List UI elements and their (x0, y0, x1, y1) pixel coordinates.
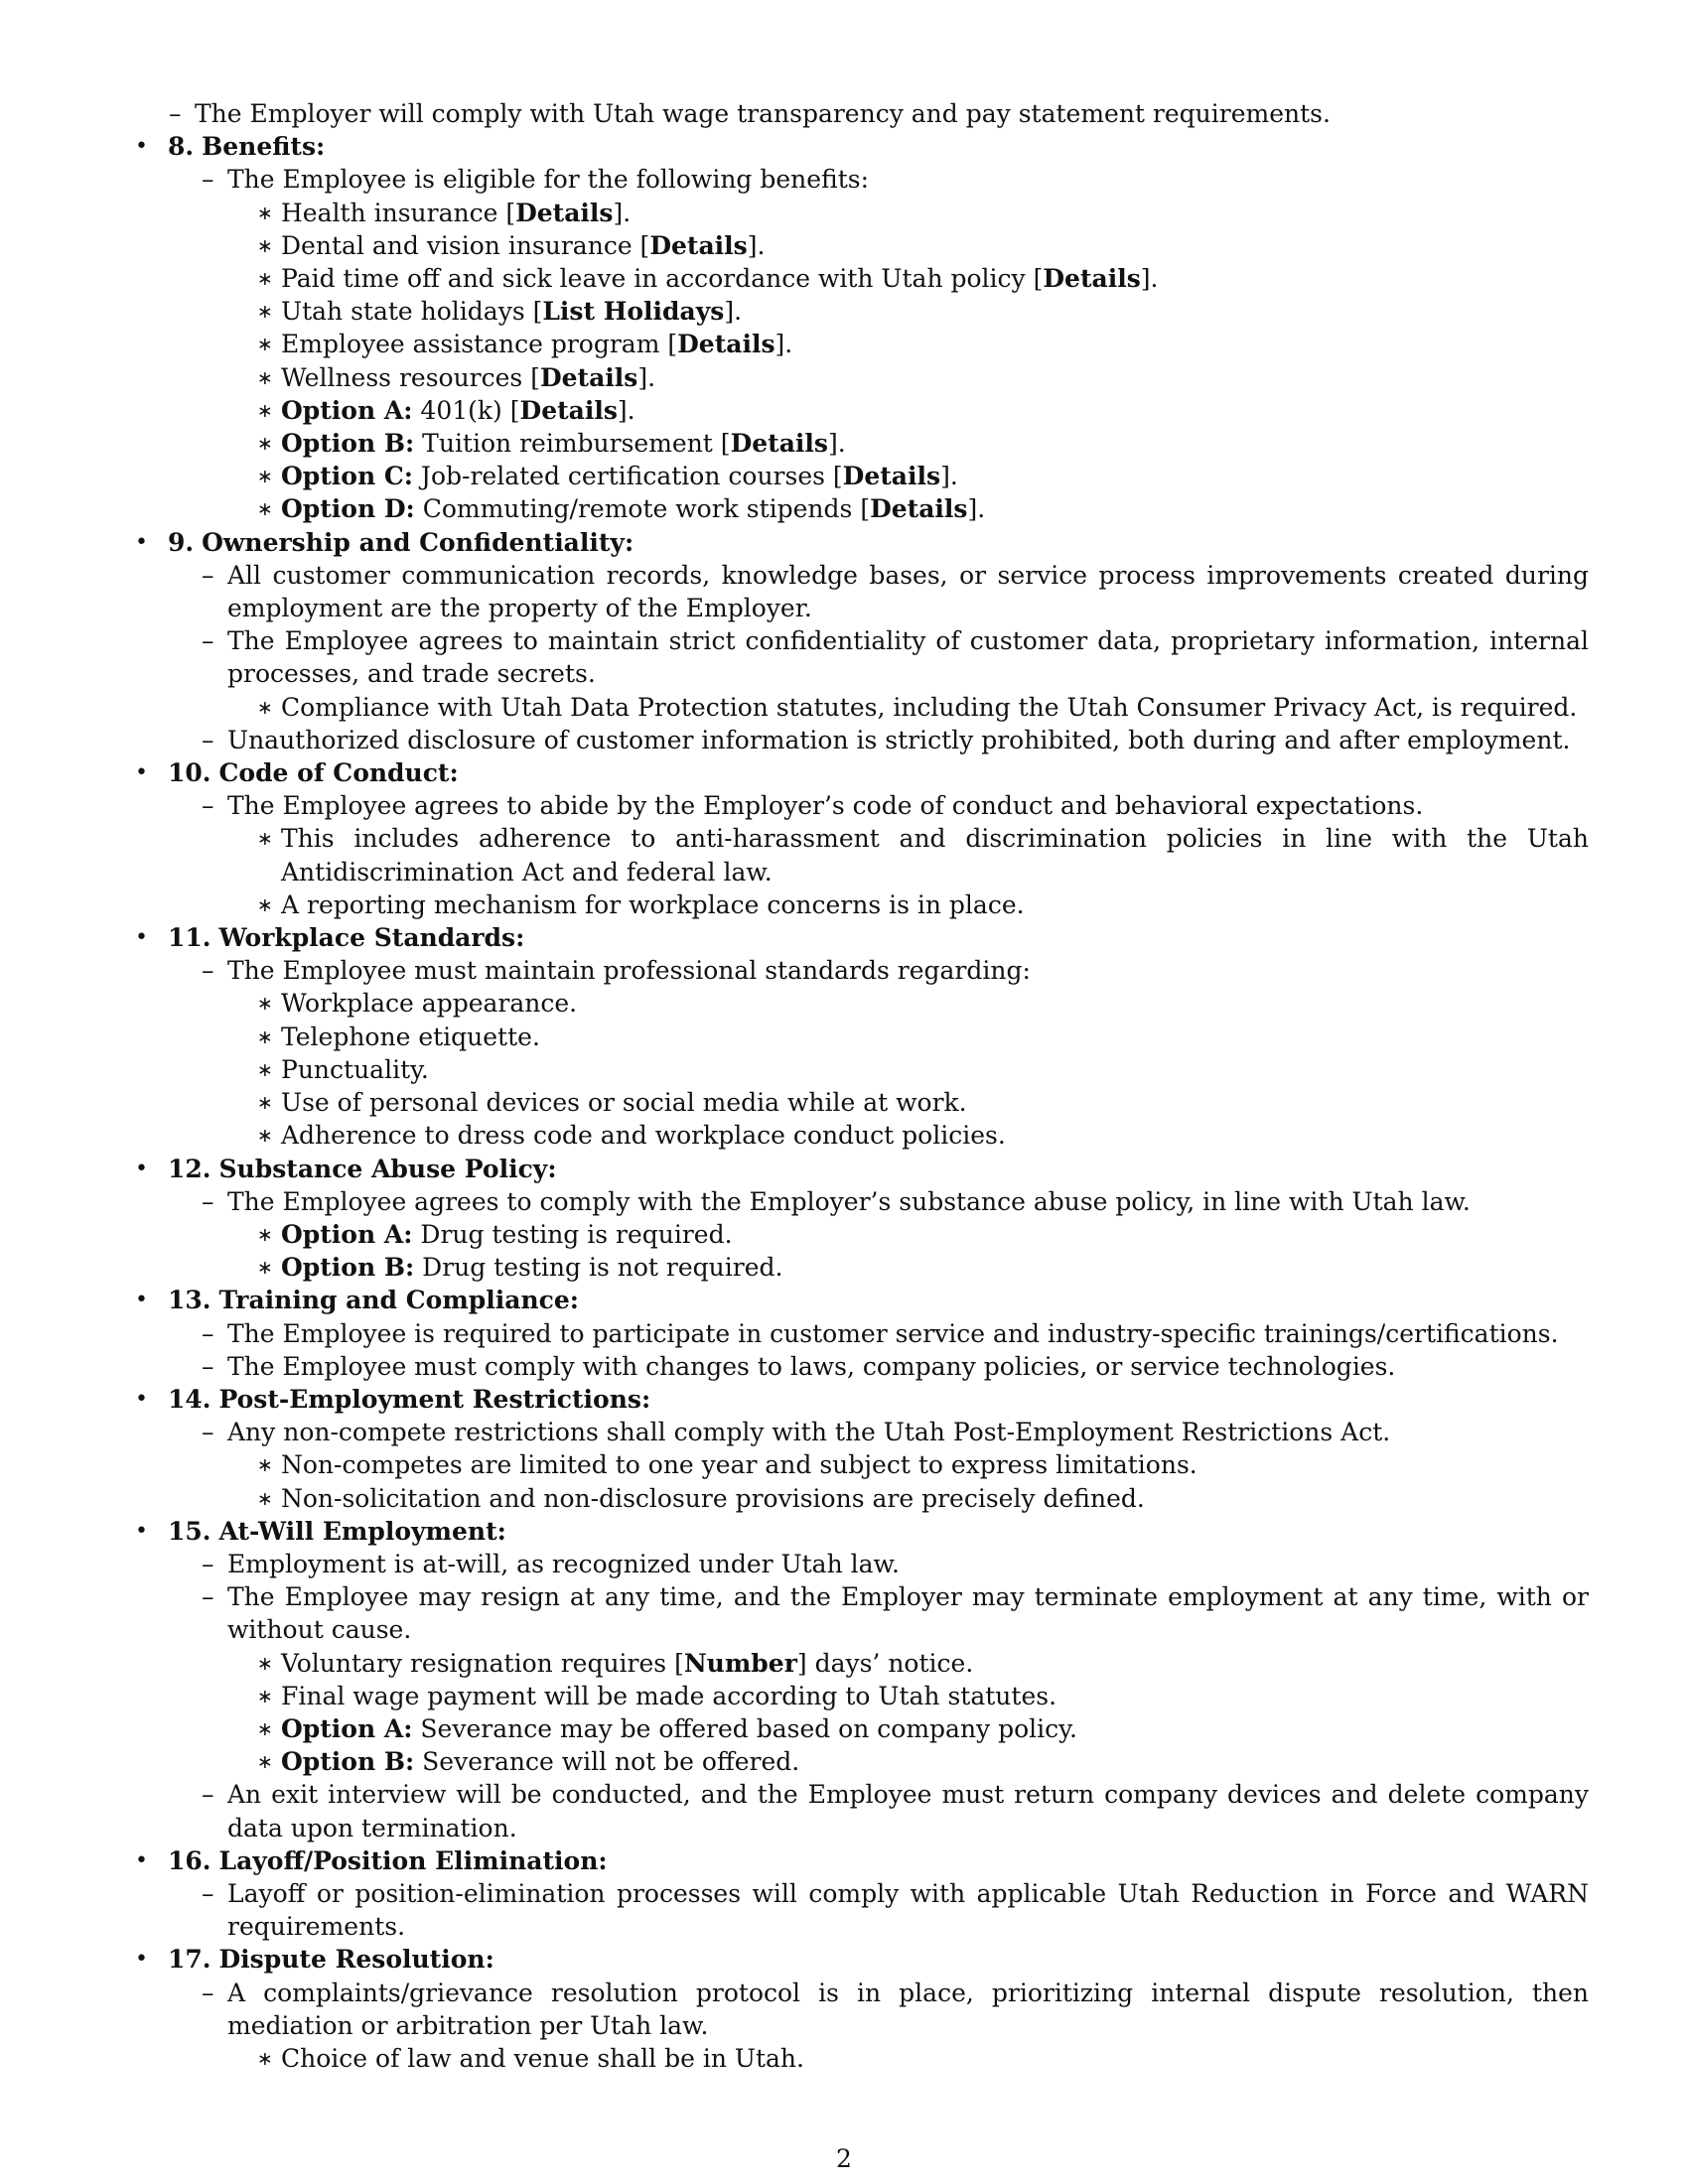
section-15-heading: 15. At-Will Employment: (168, 1516, 506, 1546)
bullet-marker: • (135, 1156, 148, 1181)
section-13-item: – The Employee must comply with changes to laws, company policies, or service technologies. (202, 1351, 1396, 1381)
bullet-marker: • (135, 1288, 148, 1313)
bullet-marker: • (135, 1386, 148, 1412)
section-10-heading: 10. Code of Conduct: (168, 758, 459, 788)
benefit-item: ∗ Paid time off and sick leave in accordance with Utah policy [Details]. (257, 264, 1159, 294)
section-10-item: – The Employee agrees to abide by the Employer’s code of conduct and behavioral expectations. ∗ This includes adherence to anti-harassment and discrimination policies in line with the Utah Antidiscrimination Act and federal law. ∗ A reporting mechanism for workplace concerns is in place. (168, 789, 1589, 921)
section-15-subitem: ∗ Option A: Severance may be offered based on company policy. (257, 1713, 1077, 1743)
section-8-item: – The Employee is eligible for the following benefits: ∗ Health insurance [Details]. ∗ Dental and vision insurance [Details]. ∗ Paid time off and sick leave in accordance with Utah policy [Details]. ∗ Utah state holidays [List Holidays]. ∗ Employee assistance program [Details]. ∗ Wellness resources [Details]. ∗ Option A: 401(k) [Details]. ∗ Option B: Tuition reimbursement [Details]. ∗ Option C: Job-related certification courses [Details]. ∗ Option D: Commuting/remote work stipends [Details]. (168, 163, 1589, 525)
lead-item: – The Employer will comply with Utah wage transparency and pay statement requirements. (135, 97, 1589, 130)
standard-item: ∗ Telephone etiquette. (257, 1022, 540, 1051)
section-16 (135, 1844, 1589, 1944)
benefit-item: ∗ Wellness resources [Details]. (257, 362, 656, 392)
section-11 (135, 921, 1589, 1152)
bullet-marker: • (135, 1518, 148, 1544)
section-14 (135, 1383, 1589, 1515)
bullet-marker: • (135, 134, 148, 160)
bullet-marker: • (135, 760, 148, 786)
benefit-item: ∗ Employee assistance program [Details]. (257, 330, 793, 359)
section-11-heading: 11. Workplace Standards: (168, 923, 525, 953)
bullet-marker: • (135, 529, 148, 555)
section-17-item: – A complaints/grievance resolution protocol is in place, prioritizing internal dispute resolution, then mediation or arbitration per Utah law. ∗ Choice of law and venue shall be in Utah. (168, 1977, 1589, 2076)
section-13-heading: 13. Training and Compliance: (168, 1286, 579, 1315)
section-9-item: – Unauthorized disclosure of customer information is strictly prohibited, both during and after employment. (202, 725, 1571, 754)
section-17-subitem: ∗ Choice of law and venue shall be in Utah. (257, 2043, 804, 2073)
section-15-subitem: ∗ Option B: Severance will not be offered. (257, 1747, 800, 1777)
section-12 (135, 1153, 1589, 1285)
standard-item: ∗ Adherence to dress code and workplace conduct policies. (257, 1121, 1006, 1151)
bullet-marker: • (135, 1847, 148, 1873)
section-8-heading: 8. Benefits: (168, 132, 326, 162)
section-9-item: – All customer communication records, knowledge bases, or service process improvements created during employment are the property of the Employer. (202, 560, 1589, 623)
benefit-item: ∗ Dental and vision insurance [Details]. (257, 230, 766, 260)
dash-marker: – (169, 99, 182, 128)
standard-item: ∗ Use of personal devices or social media while at work. (257, 1088, 967, 1118)
bullet-marker: • (135, 925, 148, 951)
section-10 (135, 756, 1589, 921)
section-16-item: – Layoff or position-elimination processes will comply with applicable Utah Reduction in Force and WARN requirements. (202, 1878, 1589, 1942)
option-item: ∗ Option A: Drug testing is required. (257, 1219, 733, 1249)
section-13-item: – The Employee is required to participate in customer service and industry-specific trainings/certifications. (202, 1318, 1559, 1348)
section-15-subitem: ∗ Voluntary resignation requires [Number] days’ notice. (257, 1648, 974, 1678)
section-14-heading: 14. Post-Employment Restrictions: (168, 1384, 651, 1414)
section-9-heading: 9. Ownership and Confidentiality: (168, 527, 634, 557)
section-14-subitem: ∗ Non-competes are limited to one year and subject to express limitations. (257, 1450, 1197, 1480)
section-10-subitem: ∗ A reporting mechanism for workplace concerns is in place. (257, 889, 1025, 919)
section-13 (135, 1284, 1589, 1383)
section-8 (135, 130, 1589, 525)
benefit-item: ∗ Health insurance [Details]. (257, 198, 632, 227)
section-9-item: – The Employee agrees to maintain strict confidentiality of customer data, proprietary information, internal processes, and trade secrets. ∗ Compliance with Utah Data Protection statutes, including the Utah Consumer Privacy Act, is required. (168, 624, 1589, 724)
section-9 (135, 526, 1589, 756)
section-15-item: – The Employee may resign at any time, and the Employer may terminate employment at any time, with or without cause. ∗ Voluntary resignation requires [Number] days’ notice. ∗ Final wage payment will be made according to Utah statutes. ∗ Option A: Severance may be offered based on company policy. ∗ Option B: Severance will not be offered. (168, 1580, 1589, 1778)
section-15-item: – Employment is at-will, as recognized under Utah law. (202, 1549, 900, 1578)
option-item: ∗ Option B: Drug testing is not required. (257, 1253, 783, 1283)
benefit-item: ∗ Option C: Job-related certification courses [Details]. (257, 462, 958, 491)
section-15-item: – An exit interview will be conducted, and the Employee must return company devices and delete company data upon termination. (202, 1780, 1589, 1843)
section-14-subitem: ∗ Non-solicitation and non-disclosure provisions are precisely defined. (257, 1483, 1145, 1513)
section-12-heading: 12. Substance Abuse Policy: (168, 1154, 557, 1183)
section-17-heading: 17. Dispute Resolution: (168, 1945, 494, 1975)
section-10-subitem: ∗ This includes adherence to anti-harassment and discrimination policies in line with the Utah Antidiscrimination Act and federal law. (257, 824, 1589, 887)
section-9-subitem: ∗ Compliance with Utah Data Protection statutes, including the Utah Consumer Privacy Act, is required. (257, 692, 1578, 722)
section-11-item: – The Employee must maintain professional standards regarding: ∗ Workplace appearance. ∗ Telephone etiquette. ∗ Punctuality. ∗ Use of personal devices or social media while at work. ∗ Adherence to dress code and workplace conduct policies. (168, 954, 1589, 1152)
section-15-subitem: ∗ Final wage payment will be made according to Utah statutes. (257, 1681, 1057, 1710)
section-14-item: – Any non-compete restrictions shall comply with the Utah Post-Employment Restrictions Act. ∗ Non-competes are limited to one year and subject to express limitations. ∗ Non-solicitation and non-disclosure provisions are precisely defined. (168, 1416, 1589, 1515)
standard-item: ∗ Workplace appearance. (257, 989, 578, 1019)
section-16-heading: 16. Layoff/Position Elimination: (168, 1845, 608, 1875)
document-body (135, 97, 1589, 2075)
benefit-item: ∗ Option A: 401(k) [Details]. (257, 395, 635, 425)
benefit-item: ∗ Option B: Tuition reimbursement [Details]. (257, 429, 846, 459)
section-12-item: – The Employee agrees to comply with the Employer’s substance abuse policy, in line with Utah law. ∗ Option A: Drug testing is required. ∗ Option B: Drug testing is not required. (168, 1185, 1589, 1285)
benefit-item: ∗ Utah state holidays [List Holidays]. (257, 297, 743, 327)
section-15 (135, 1515, 1589, 1844)
section-17 (135, 1943, 1589, 2075)
standard-item: ∗ Punctuality. (257, 1054, 429, 1084)
page-number: 2 (836, 2144, 852, 2173)
bullet-marker: • (135, 1947, 148, 1973)
benefit-item: ∗ Option D: Commuting/remote work stipends [Details]. (257, 494, 986, 524)
